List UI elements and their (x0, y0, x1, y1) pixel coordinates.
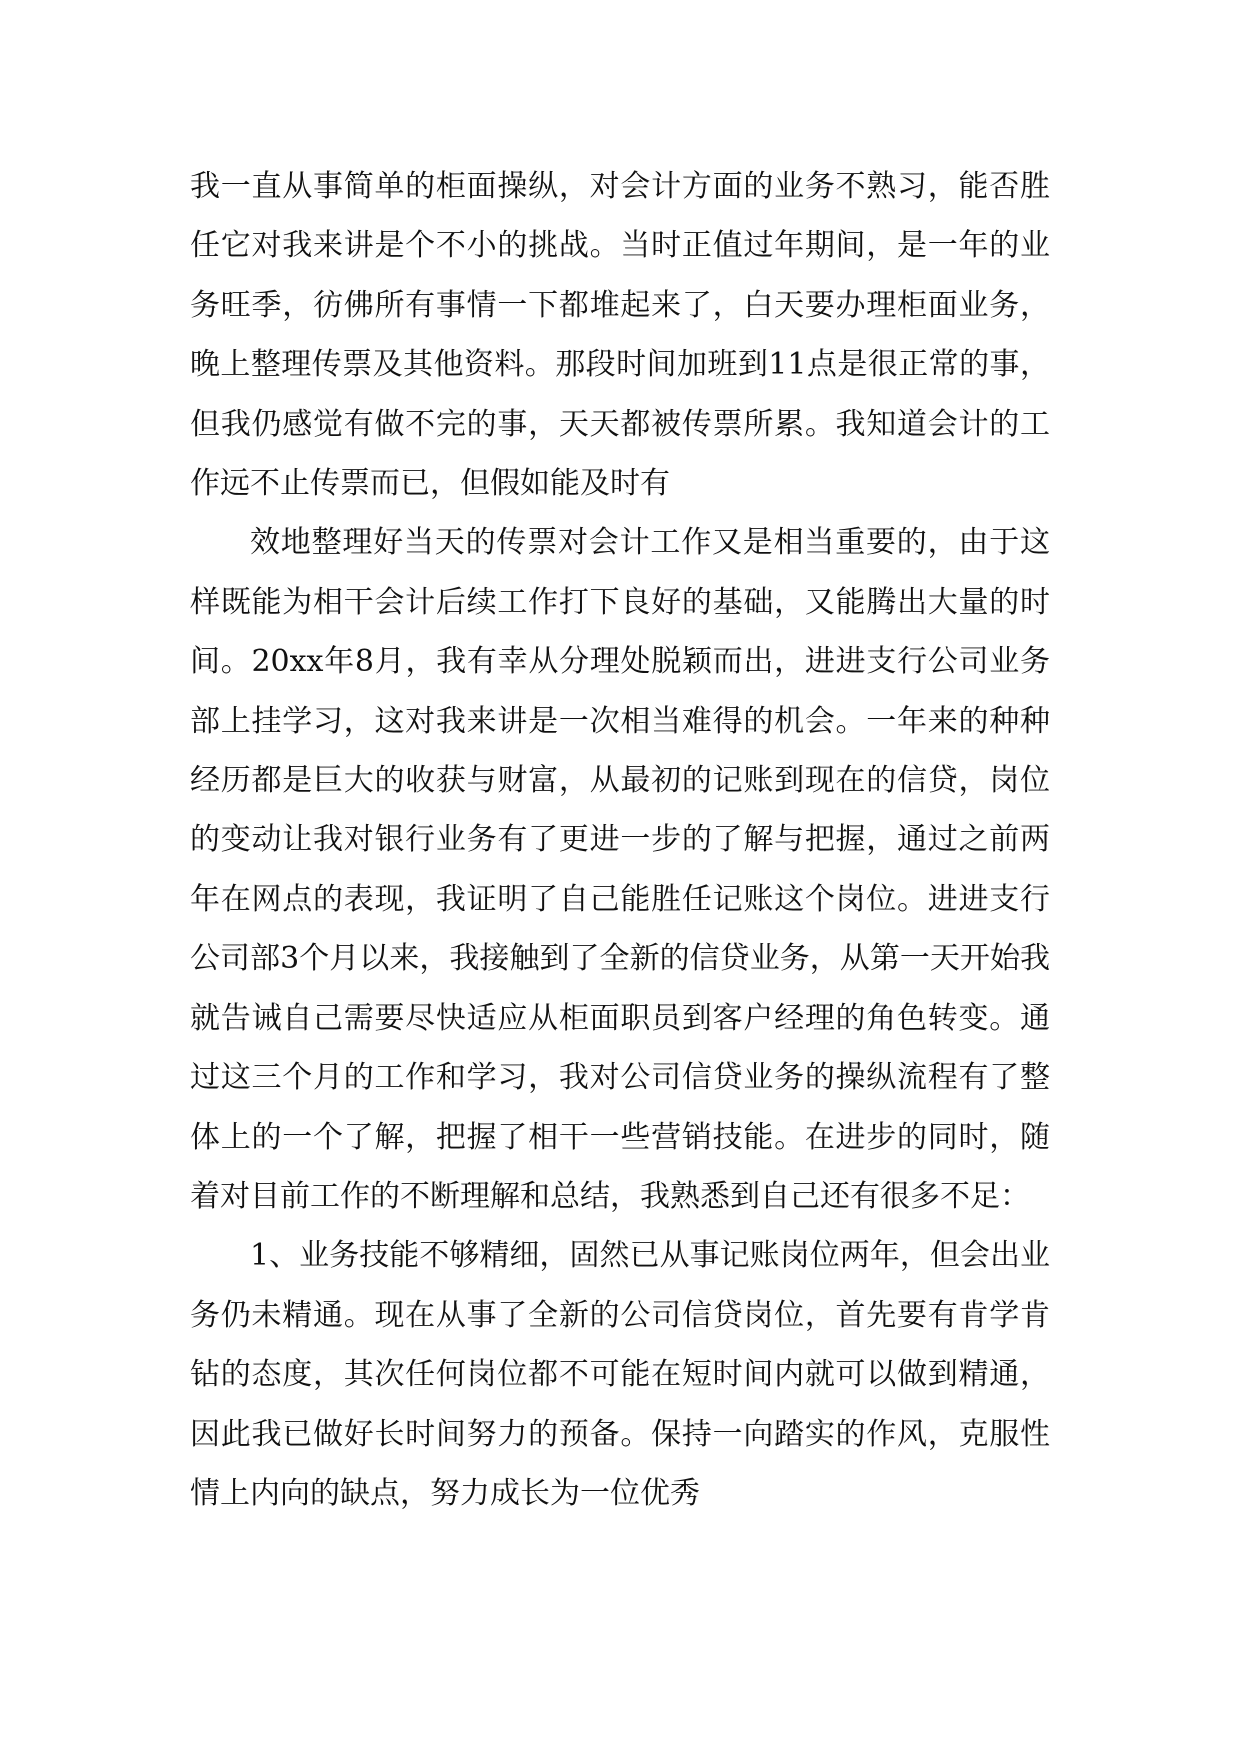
paragraph-1: 我一直从事简单的柜面操纵，对会计方面的业务不熟习，能否胜任它对我来讲是个不小的挑战。当时正值过年期间，是一年的业务旺季，彷佛所有事情一下都堆起来了，白天要办理柜面业务，晚上整理传票及其他资料。那段时间加班到11点是很正常的事，但我仍感觉有做不完的事，天天都被传票所累。我知道会计的工作远不止传票而已，但假如能及时有 (190, 169, 1050, 502)
document-body (190, 157, 1050, 1523)
paragraph-2: 效地整理好当天的传票对会计工作又是相当重要的，由于这样既能为相干会计后续工作打下良好的基础，又能腾出大量的时间。20xx年8月，我有幸从分理处脱颖而出，进进支行公司业务部上挂学习，这对我来讲是一次相当难得的机会。一年来的种种经历都是巨大的收获与财富，从最初的记账到现在的信贷，岗位的变动让我对银行业务有了更进一步的了解与把握，通过之前两年在网点的表现，我证明了自己能胜任记账这个岗位。进进支行公司部3个月以来，我接触到了全新的信贷业务，从第一天开始我就告诫自己需要尽快适应从柜面职员到客户经理的角色转变。通过这三个月的工作和学习，我对公司信贷业务的操纵流程有了整体上的一个了解，把握了相干一些营销技能。在进步的同时，随着对目前工作的不断理解和总结，我熟悉到自己还有很多不足： (190, 525, 1050, 1214)
paragraph-3: 1、业务技能不够精细，固然已从事记账岗位两年，但会出业务仍未精通。现在从事了全新的公司信贷岗位，首先要有肯学肯钻的态度，其次任何岗位都不可能在短时间内就可以做到精通，因此我已做好长时间努力的预备。保持一向踏实的作风，克服性情上内向的缺点，努力成长为一位优秀 (190, 1238, 1050, 1511)
